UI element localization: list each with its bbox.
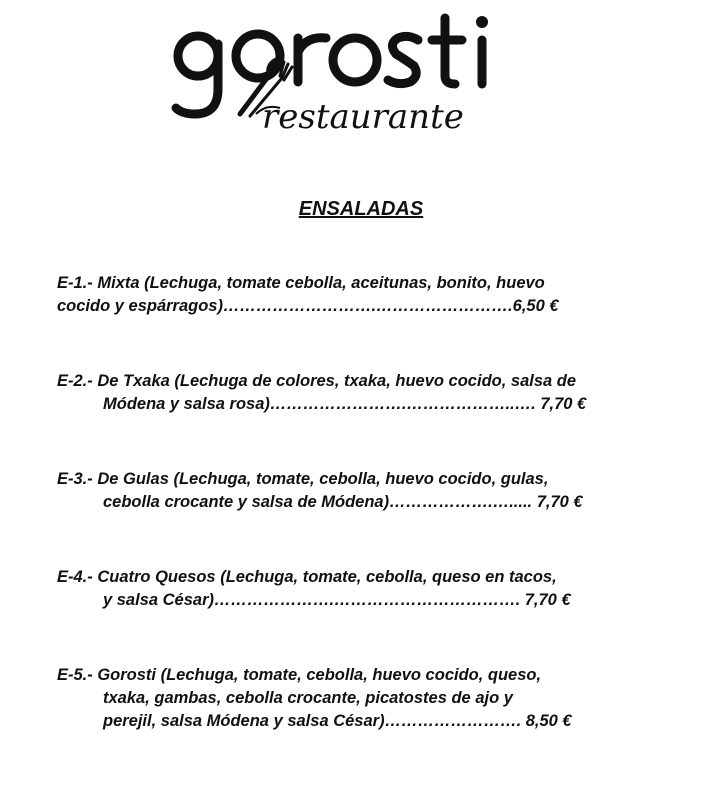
item-line: E-3.- De Gulas (Lechuga, tomate, cebolla, huevo cocido, gulas, [57,470,549,488]
menu-list [57,272,657,785]
item-line: E-5.- Gorosti (Lechuga, tomate, cebolla, huevo cocido, queso, [57,666,542,684]
section-title: ENSALADAS [298,198,424,220]
menu-item-e5 [57,664,657,733]
item-line: y salsa César)………………….……………………………. 7,70 € [103,591,571,609]
restaurant-logo [170,4,530,154]
menu-item-e4 [57,566,657,612]
item-line: E-2.- De Txaka (Lechuga de colores, txaka, huevo cocido, salsa de [57,372,577,390]
item-line: E-4.- Cuatro Quesos (Lechuga, tomate, cebolla, queso en tacos, [57,568,557,586]
item-line: cebolla crocante y salsa de Módena)……………….…..... 7,70 € [103,493,583,511]
menu-item-e1 [57,272,657,318]
menu-item-e2 [57,370,657,416]
item-line: Módena y salsa rosa)…………………….………………..…. 7,70 € [103,395,587,413]
item-line: cocido y espárragos)……………………….…………………….6,50 € [57,297,559,315]
item-line: txaka, gambas, cebolla crocante, picatostes de ajo y [103,689,513,707]
logo-tagline: restaurante [262,97,464,137]
item-line: perejil, salsa Módena y salsa César)……………………. 8,50 € [103,712,572,730]
menu-item-e3 [57,468,657,514]
item-line: E-1.- Mixta (Lechuga, tomate cebolla, aceitunas, bonito, huevo [57,274,545,292]
